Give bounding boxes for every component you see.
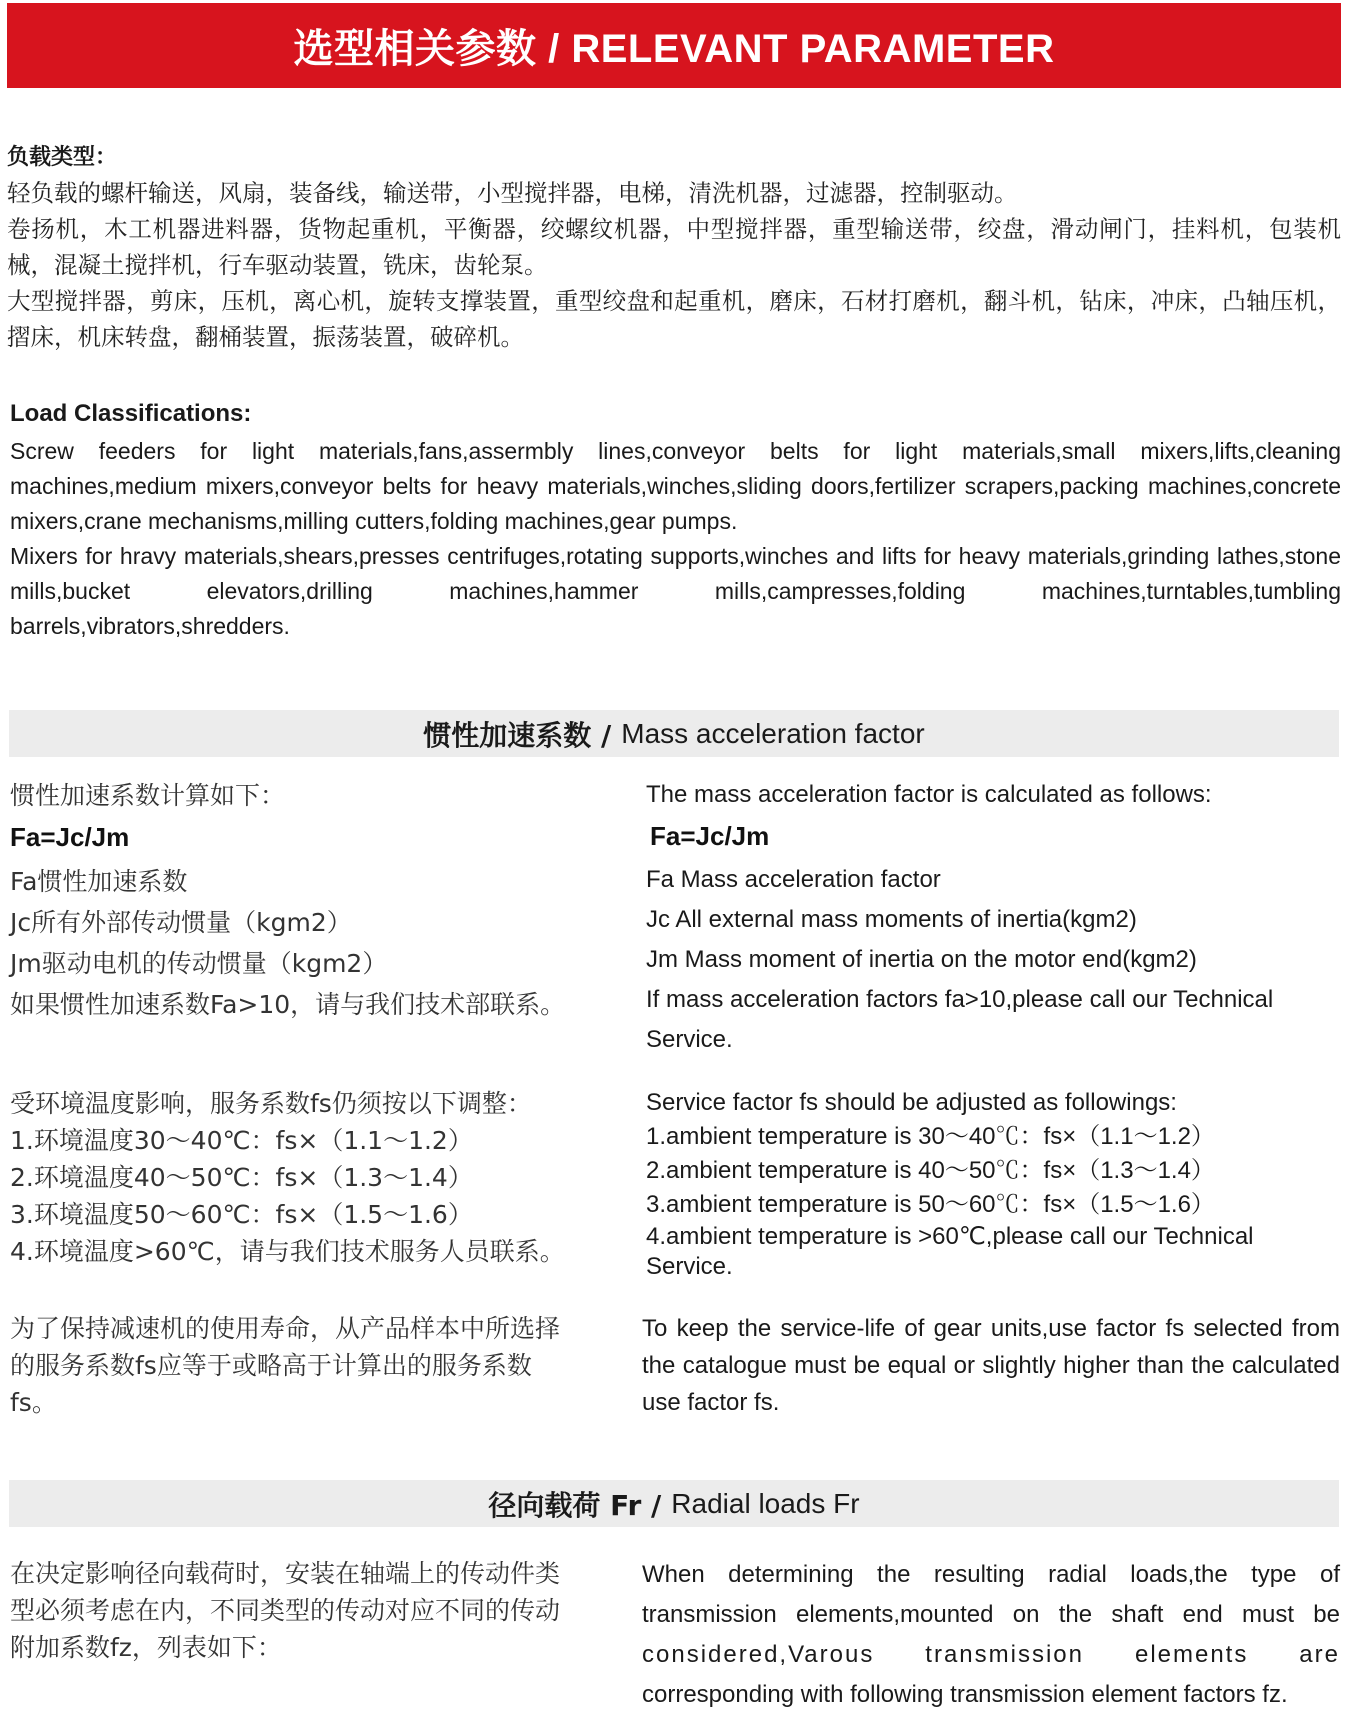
radial-loads-en — [642, 1555, 1340, 1715]
service-life-en-text: To keep the service-life of gear units,use factor fs selected from the catalogue must be equal or slightly higher than the calculated use factor fs. — [642, 1315, 1340, 1416]
service-life-cn-text: 为了保持减速机的使用寿命，从产品样本中所选择的服务系数fs应等于或略高于计算出的服务系数fs。 — [10, 1314, 561, 1417]
radial-loads-section-header — [9, 1480, 1339, 1527]
load-cn-line-medium: 卷扬机，木工机器进料器，货物起重机，平衡器，绞螺纹机器，中型搅拌器，重型输送带，绞盘，滑动闸门，挂料机，包装机械，混凝土搅拌机，行车驱动装置，铣床，齿轮泵。 — [7, 215, 1341, 279]
temperature-cn-item-1: 1.环境温度30～40℃：fs×（1.1～1.2） — [10, 1126, 473, 1155]
load-types-cn — [7, 140, 1341, 355]
temperature-en-intro: Service factor fs should be adjusted as followings: — [646, 1089, 1177, 1116]
mass-en-line-jm: Jm Mass moment of inertia on the motor end(kgm2) — [646, 946, 1197, 973]
mass-section-en-column — [646, 775, 1342, 1060]
mass-cn-line-fa: Fa惯性加速系数 — [10, 867, 188, 896]
mass-cn-intro: 惯性加速系数计算如下： — [10, 781, 286, 810]
load-en-paragraph-1: Screw feeders for light materials,fans,assermbly lines,conveyor belts for light materials,small mixers,lifts,cleaning machines,medium mixers,conveyor belts for heavy materials,winches,sliding doors,fertilizer scrapers,packing machines,concrete mixers,crane mechanisms,milling cutters,folding machines,gear pumps. — [10, 438, 1341, 534]
banner-title: 选型相关参数 / RELEVANT PARAMETER — [293, 27, 1055, 71]
temperature-en-block — [646, 1086, 1342, 1282]
radial-en-line-1: When determining the resulting radial loads,the type of — [642, 1561, 1340, 1588]
temperature-en-item-3: 3.ambient temperature is 50～60℃：fs×（1.5～1.6） — [646, 1191, 1215, 1218]
mass-en-line-fa: Fa Mass acceleration factor — [646, 866, 941, 893]
mass-section-title-en: Mass acceleration factor — [621, 717, 925, 749]
temperature-en-item-2: 2.ambient temperature is 40～50℃：fs×（1.3～1.4） — [646, 1157, 1215, 1184]
page-banner — [7, 3, 1341, 88]
mass-cn-formula: Fa=Jc/Jm — [10, 822, 130, 852]
temperature-cn-item-4: 4.环境温度>60℃，请与我们技术服务人员联系。 — [10, 1237, 565, 1266]
mass-en-line-jc: Jc All external mass moments of inertia(kgm2) — [646, 906, 1137, 933]
mass-en-intro: The mass acceleration factor is calculated as follows: — [646, 781, 1212, 808]
mass-cn-line-contact: 如果惯性加速系数Fa>10，请与我们技术部联系。 — [10, 990, 566, 1019]
load-cn-line-light: 轻负载的螺杆输送，风扇，装备线，输送带，小型搅拌器，电梯，清洗机器，过滤器，控制驱动。 — [7, 179, 1018, 207]
load-cn-line-heavy: 大型搅拌器，剪床，压机，离心机，旋转支撑装置，重型绞盘和起重机，磨床，石材打磨机，翻斗机，钻床，冲床，凸轴压机，摺床，机床转盘，翻桶装置，振荡装置，破碎机。 — [7, 287, 1341, 351]
load-classifications-heading: Load Classifications: — [10, 400, 252, 427]
radial-en-line-3: considered,Varous transmission elements are — [642, 1641, 1340, 1668]
temperature-cn-block — [10, 1085, 610, 1270]
mass-en-line-contact: If mass acceleration factors fa>10,please call our Technical Service. — [646, 986, 1274, 1053]
mass-section-title-cn: 惯性加速系数 / — [423, 718, 612, 752]
temperature-cn-item-3: 3.环境温度50～60℃：fs×（1.5～1.6） — [10, 1200, 473, 1229]
radial-loads-cn — [10, 1555, 570, 1666]
mass-section-cn-column — [10, 775, 610, 1025]
mass-cn-line-jm: Jm驱动电机的传动惯量（kgm2） — [10, 949, 388, 978]
radial-section-title-en: Radial loads Fr — [671, 1487, 860, 1519]
radial-en-line-2: transmission elements,mounted on the shaft end must be — [642, 1601, 1340, 1628]
load-types-cn-heading: 负载类型： — [7, 145, 118, 170]
service-life-en — [642, 1310, 1340, 1421]
temperature-cn-intro: 受环境温度影响，服务系数fs仍须按以下调整： — [10, 1089, 532, 1118]
temperature-en-item-4: 4.ambient temperature is >60℃,please call our Technical Service. — [646, 1223, 1254, 1280]
mass-en-formula: Fa=Jc/Jm — [650, 821, 770, 851]
load-en-paragraph-2: Mixers for hravy materials,shears,presses centrifuges,rotating supports,winches and lifts for heavy materials,grinding lathes,stone mills,bucket elevators,drilling machines,hammer mills,campresses,folding machines,turntables,tumbling barrels,vibrators,shredders. — [10, 543, 1341, 639]
mass-cn-line-jc: Jc所有外部传动惯量（kgm2） — [10, 908, 352, 937]
temperature-en-item-1: 1.ambient temperature is 30～40℃：fs×（1.1～1.2） — [646, 1123, 1215, 1150]
temperature-cn-item-2: 2.环境温度40～50℃：fs×（1.3～1.4） — [10, 1163, 473, 1192]
radial-en-line-4: corresponding with following transmission element factors fz. — [642, 1681, 1288, 1708]
service-life-cn — [10, 1310, 570, 1421]
mass-acceleration-section-header — [9, 710, 1339, 757]
radial-loads-cn-text: 在决定影响径向载荷时，安装在轴端上的传动件类型必须考虑在内，不同类型的传动对应不同的传动附加系数fz，列表如下： — [10, 1559, 561, 1662]
radial-section-title-cn: 径向载荷 Fr / — [488, 1488, 662, 1522]
load-classifications-en — [10, 400, 1341, 644]
